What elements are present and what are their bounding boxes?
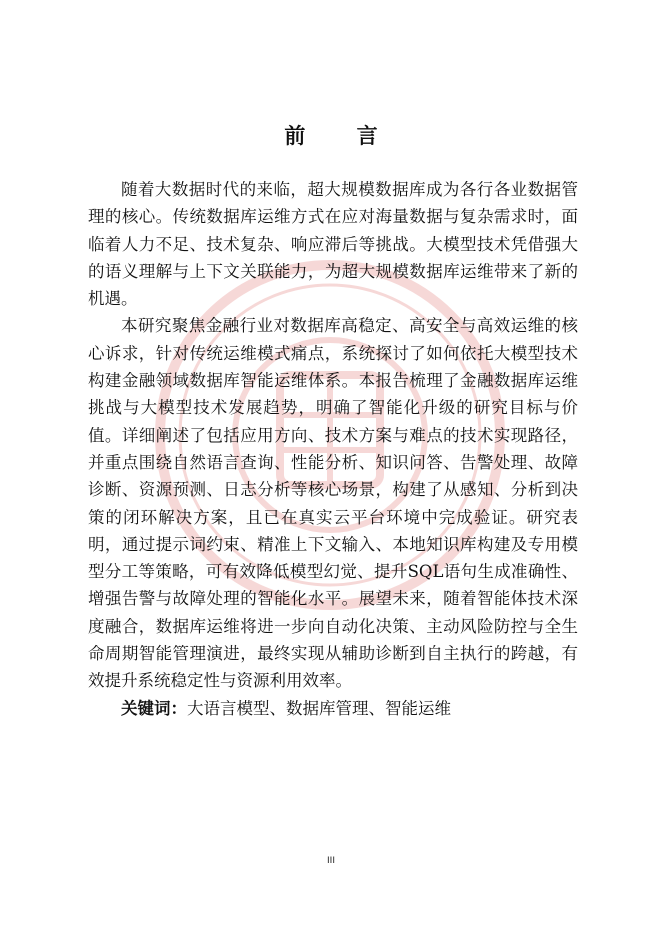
- paragraph-1: 随着大数据时代的来临，超大规模数据库成为各行各业数据管理的核心。传统数据库运维方式在应对海量数据与复杂需求时，面临着人力不足、技术复杂、响应滞后等挑战。大模型技术凭借强大的语义理解与上下文关联能力，为超大规模数据库运维带来了新的机遇。: [88, 180, 578, 309]
- keywords-line: [88, 695, 578, 722]
- paragraph-2: 本研究聚焦金融行业对数据库高稳定、高安全与高效运维的核心诉求，针对传统运维模式痛点，系统探讨了如何依托大模型技术构建金融领域数据库智能运维体系。本报告梳理了金融数据库运维挑战与大模型技术发展趋势，明确了智能化升级的研究目标与价值。详细阐述了包括应用方向、技术方案与难点的技术实现路径，并重点围绕自然语言查询、性能分析、知识问答、告警处理、故障诊断、资源预测、日志分析等核心场景，构建了从感知、分析到决策的闭环解决方案，且已在真实云平台环境中完成验证。研究表明，通过提示词约束、精准上下文输入、本地知识库构建及专用模型分工等策略，可有效降低模型幻觉、提升SQL语句生成准确性、增强告警与故障处理的智能化水平。展望未来，随着智能体技术深度融合，数据库运维将进一步向自动化决策、主动风险防控与全生命周期智能管理演进，最终实现从辅助诊断到自主执行的跨越，有效提升系统稳定性与资源利用效率。: [88, 316, 578, 691]
- page-title: 前 言: [284, 123, 400, 148]
- preface-body: [88, 176, 578, 722]
- keywords-text: 大语言模型、数据库管理、智能运维: [187, 698, 451, 718]
- keywords-label: 关键词：: [121, 698, 187, 718]
- page-number: III: [327, 856, 335, 866]
